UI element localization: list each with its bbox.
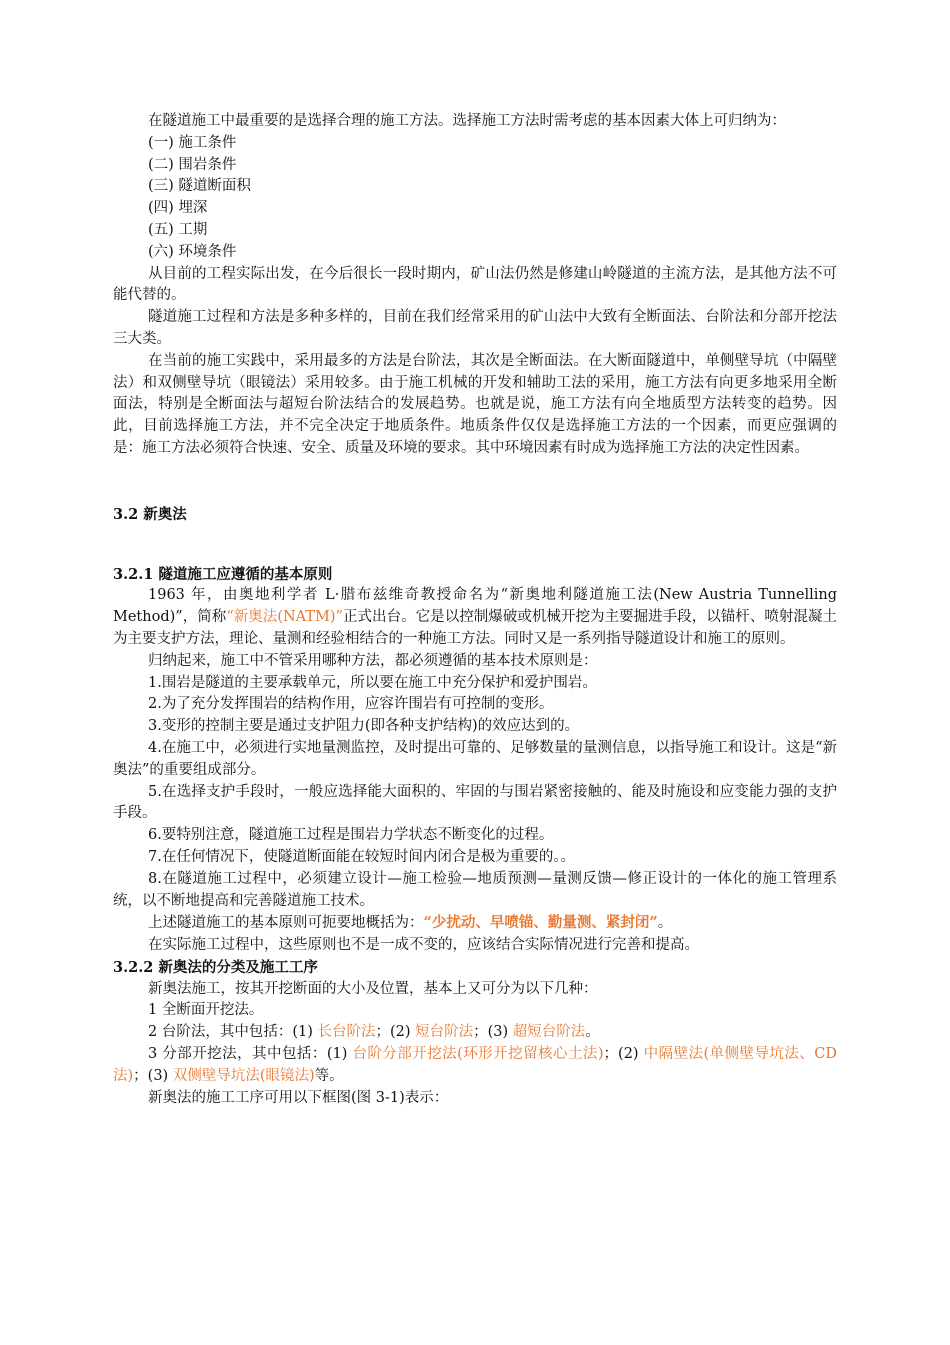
spacer [113,526,837,564]
summary-paragraph [113,912,837,935]
text-run: 。 [657,915,673,932]
factor-item: (一) 施工条件 [148,134,237,151]
section-heading-3-2-2: 3.2.2 新奥法的分类及施工工序 [113,958,318,976]
principle-item: 5.在选择支护手段时，一般应选择能大面积的、牢固的与围岩紧密接触的、能及时施设和应变能力强的支护手段。 [113,783,837,822]
text-run: 。 [585,1024,600,1041]
text-run: 上述隧道施工的基本原则可扼要地概括为： [148,915,424,932]
method-item [113,1044,837,1088]
method-item [113,1022,837,1044]
text-run: 正式出台。它是以控制爆破或机械开挖为主要掘进手段，以锚杆、喷射混凝土为主要支护方法，理论、量测和经验相结合的一种施工方法。同时又是一系列指导隧道设计和施工的原则。 [113,609,837,647]
principle-item: 1.围岩是隧道的主要承载单元，所以要在施工中充分保护和爱护围岩。 [148,674,597,691]
text-run: 1963 年，由奥地利学者 L·腊布兹维奇教授命名为“新奥地利隧道施工法(New Austria Tunnelling Method)”，简称 [113,587,837,626]
factor-item: (二) 围岩条件 [148,156,237,173]
text-run: 2 台阶法，其中包括：(1) [148,1024,313,1041]
body-paragraph: 在当前的施工实践中，采用最多的方法是台阶法，其次是全断面法。在大断面隧道中，单侧壁导坑（中隔壁法）和双侧壁导坑（眼镜法）采用较多。由于施工机械的开发和辅助工法的采用，施工方法有向更多地采用全断面法，特别是全断面法与超短台阶法结合的发展趋势。也就是说，施工方法有向全地质型方法转变的趋势。因此，目前选择施工方法，并不完全决定于地质条件。地质条件仅仅是选择施工方法的一个因素，而更应强调的是：施工方法必须符合快速、安全、质量及环境的要求。其中环境因素有时成为选择施工方法的决定性因素。 [113,352,837,456]
highlight-method: 中隔壁法(单侧壁导坑法、CD 法) [113,1046,838,1084]
highlight-method: 双侧壁导坑法(眼镜法) [172,1067,315,1084]
text-run: ；(2) [375,1024,411,1041]
principle-item: 2.为了充分发挥围岩的结构作用，应容许围岩有可控制的变形。 [148,696,554,713]
section-heading-3-2: 3.2 新奥法 [113,505,187,523]
body-paragraph: 在实际施工过程中，这些原则也不是一成不变的，应该结合实际情况进行完善和提高。 [148,937,699,954]
factor-item: (四) 埋深 [148,200,208,217]
natm-paragraph [113,585,837,650]
text-run: 等。 [314,1067,344,1084]
body-paragraph: 隧道施工过程和方法是多种多样的，目前在我们经常采用的矿山法中大致有全断面法、台阶法和分部开挖法三大类。 [113,309,837,347]
text-run: ；(3) [473,1024,509,1041]
factor-item: (六) 环境条件 [148,243,237,260]
text-run: 3 分部开挖法，其中包括：(1) [148,1046,348,1063]
body-paragraph: 从目前的工程实际出发，在今后很长一段时期内，矿山法仍然是修建山岭隧道的主流方法，是其他方法不可能代替的。 [113,265,837,304]
text-run: ；(3) [133,1067,169,1084]
principle-item: 6.要特别注意，隧道施工过程是围岩力学状态不断变化的过程。 [148,827,554,844]
highlight-method: 台阶分部开挖法(环形开挖留核心土法) [352,1046,604,1063]
section-heading-3-2-1: 3.2.1 隧道施工应遵循的基本原则 [113,565,333,583]
method-item: 1 全断面开挖法。 [148,1002,264,1019]
principle-item: 7.在任何情况下，使隧道断面能在较短时间内闭合是极为重要的。。 [148,848,576,865]
body-paragraph: 归纳起来，施工中不管采用哪种方法，都必须遵循的基本技术原则是： [148,652,598,669]
highlight-method: 超短台阶法 [512,1024,586,1041]
text-run: ；(2) [603,1046,639,1063]
spacer [113,460,837,504]
highlight-method: 短台阶法 [415,1024,474,1041]
factor-item: (五) 工期 [148,221,208,238]
highlight-method: 长台阶法 [317,1024,376,1041]
principle-item: 4.在施工中，必须进行实地量测监控，及时提出可靠的、足够数量的量测信息，以指导施工和设计。这是“新奥法”的重要组成部分。 [113,739,837,778]
highlight-natm: “新奥法(NATM)” [226,609,343,626]
body-paragraph: 新奥法的施工工序可用以下框图(图 3-1)表示： [148,1089,449,1106]
factor-item: (三) 隧道断面积 [148,178,251,195]
body-paragraph: 新奥法施工，按其开挖断面的大小及位置，基本上又可分为以下几种： [148,980,598,997]
document-page [113,111,837,1109]
principle-item: 3.变形的控制主要是通过支护阻力(即各种支护结构)的效应达到的。 [148,718,580,735]
principle-item: 8.在隧道施工过程中，必须建立设计—施工检验—地质预测—量测反馈—修正设计的一体化的施工管理系统，以不断地提高和完善隧道施工技术。 [113,870,837,909]
intro-paragraph: 在隧道施工中最重要的是选择合理的施工方法。选择施工方法时需考虑的基本因素大体上可归纳为： [148,113,786,129]
highlight-slogan: “少扰动、早喷锚、勤量测、紧封闭” [423,914,658,932]
